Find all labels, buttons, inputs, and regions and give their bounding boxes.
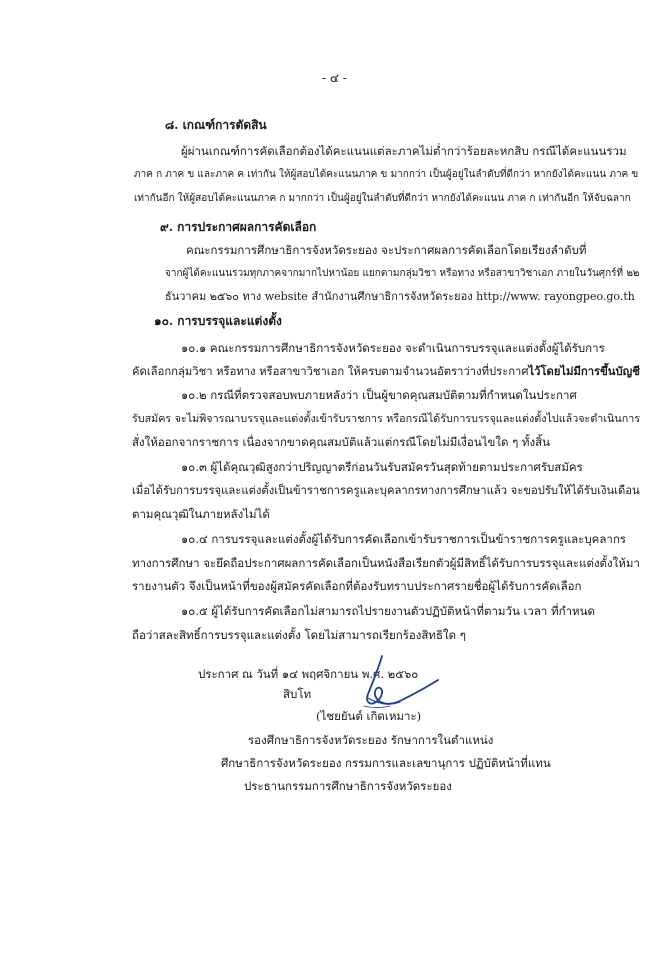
signer-title: ศึกษาธิการจังหวัดระยอง กรรมการและเลขานุการ ปฏิบัติหน้าที่แทน	[221, 756, 551, 770]
section-10-4-line: รายงานตัว จึงเป็นหน้าที่ของผู้สมัครคัดเลือกที่ต้องรับทราบประกาศรายชื่อผู้ได้รับการคัดเลือก	[132, 579, 582, 593]
section-10-1-line: ๑๐.๑ คณะกรรมการศึกษาธิการจังหวัดระยอง จะดำเนินการบรรจุและแต่งตั้งผู้ได้รับการ	[181, 341, 605, 355]
section-9-line: จากผู้ได้คะแนนรวมทุกภาคจากมากไปหาน้อย แยกตามกลุ่มวิชา หรือทาง หรือสาขาวิชาเอก ภายในวันศุกร์ที่ ๒๒	[165, 268, 640, 279]
section-8-line: ผู้ผ่านเกณฑ์การคัดเลือกต้องได้คะแนนแต่ละภาคไม่ต่ำกว่าร้อยละหกสิบ กรณีได้คะแนนรวม	[181, 144, 627, 158]
section-10-5-line: ๑๐.๕ ผู้ได้รับการคัดเลือกไม่สามารถไปรายงานตัวปฏิบัติหน้าที่ตามวัน เวลา ที่กำหนด	[181, 604, 595, 618]
section-10-3-line: ตามคุณวุฒิในภายหลังไม่ได้	[132, 507, 270, 521]
signer-name: (ไชยยันต์ เกิดเหมาะ)	[316, 709, 422, 723]
section-10-3-line: ๑๐.๓ ผู้ได้คุณวุฒิสูงกว่าปริญญาตรีก่อนวันรับสมัครวันสุดท้ายตามประกาศรับสมัคร	[181, 460, 583, 474]
section-10-2-line: ๑๐.๒ กรณีที่ตรวจสอบพบภายหลังว่า เป็นผู้ขาดคุณสมบัติตามที่กำหนดในประกาศ	[181, 388, 577, 402]
section-10-2-line: รับสมัคร จะไม่พิจารณาบรรจุและแต่งตั้งเข้ารับราชการ หรือกรณีได้รับการบรรจุและแต่งตั้งไปแล้วจะดำเนินการ	[132, 412, 641, 425]
section-9-line: คณะกรรมการศึกษาธิการจังหวัดระยอง จะประกาศผลการคัดเลือกโดยเรียงลำดับที่	[186, 243, 587, 257]
section-8-line: ภาค ก ภาค ข และภาค ค เท่ากัน ให้ผู้สอบได้คะแนนภาค ข มากกว่า เป็นผู้อยู่ในลำดับที่ดีกว่า หากยังได้คะแนน ภาค ข	[134, 169, 639, 180]
announcement-date: ประกาศ ณ วันที่ ๑๔ พฤศจิกายน พ.ศ. ๒๕๖๐	[198, 667, 419, 681]
section-10-3-line: เมื่อได้รับการบรรจุและแต่งตั้งเป็นข้าราชการครูและบุคลากรทางการศึกษาแล้ว จะขอปรับให้ได้รับเงินเดือน	[132, 484, 640, 497]
section-10-1-bold-text: ไว้โดยไม่มีการขึ้นบัญชี	[528, 364, 640, 378]
section-8-line: เท่ากันอีก ให้ผู้สอบได้คะแนนภาค ก มากกว่า เป็นผู้อยู่ในลำดับที่ดีกว่า หากยังได้คะแนน ภาค ก เท่ากันอีก ให้จับฉลาก	[134, 193, 631, 204]
section-9-heading: ๙. การประกาศผลการคัดเลือก	[160, 220, 317, 234]
section-8-heading: ๘. เกณฑ์การตัดสิน	[165, 118, 267, 132]
signer-title: รองศึกษาธิการจังหวัดระยอง รักษาการในตำแหน่ง	[248, 733, 494, 747]
section-10-1-line	[132, 363, 640, 380]
section-10-4-line: ๑๐.๔ การบรรจุและแต่งตั้งผู้ได้รับการคัดเลือกเข้ารับราชการเป็นข้าราชการครูและบุคลากร	[181, 532, 626, 546]
section-10-5-line: ถือว่าสละสิทธิ์การบรรจุและแต่งตั้ง โดยไม่สามารถเรียกร้องสิทธิใด ๆ	[132, 628, 466, 642]
section-10-1-text: คัดเลือกกลุ่มวิชา หรือทาง หรือสาขาวิชาเอก ให้ครบตามจำนวนอัตราว่างที่ประกาศ	[132, 365, 529, 378]
section-10-heading: ๑๐. การบรรจุและแต่งตั้ง	[154, 314, 282, 328]
section-10-2-line: สั่งให้ออกจากราชการ เนื่องจากขาดคุณสมบัติแล้วแต่กรณีโดยไม่มีเงื่อนไขใด ๆ ทั้งสิ้น	[132, 435, 550, 449]
signer-rank: สิบโท	[283, 687, 312, 701]
section-9-line: ธันวาคม ๒๕๖๐ ทาง website สำนักงานศึกษาธิการจังหวัดระยอง http://www. rayongpeo.go.th	[165, 290, 635, 303]
section-10-4-line: ทางการศึกษา จะยึดถือประกาศผลการคัดเลือกเป็นหนังสือเรียกตัวผู้มีสิทธิ์ได้รับการบรรจุและแต่งตั้งให้มา	[132, 556, 640, 570]
page-number: - ๔ -	[322, 71, 347, 85]
signer-title: ประธานกรรมการศึกษาธิการจังหวัดระยอง	[244, 779, 452, 793]
